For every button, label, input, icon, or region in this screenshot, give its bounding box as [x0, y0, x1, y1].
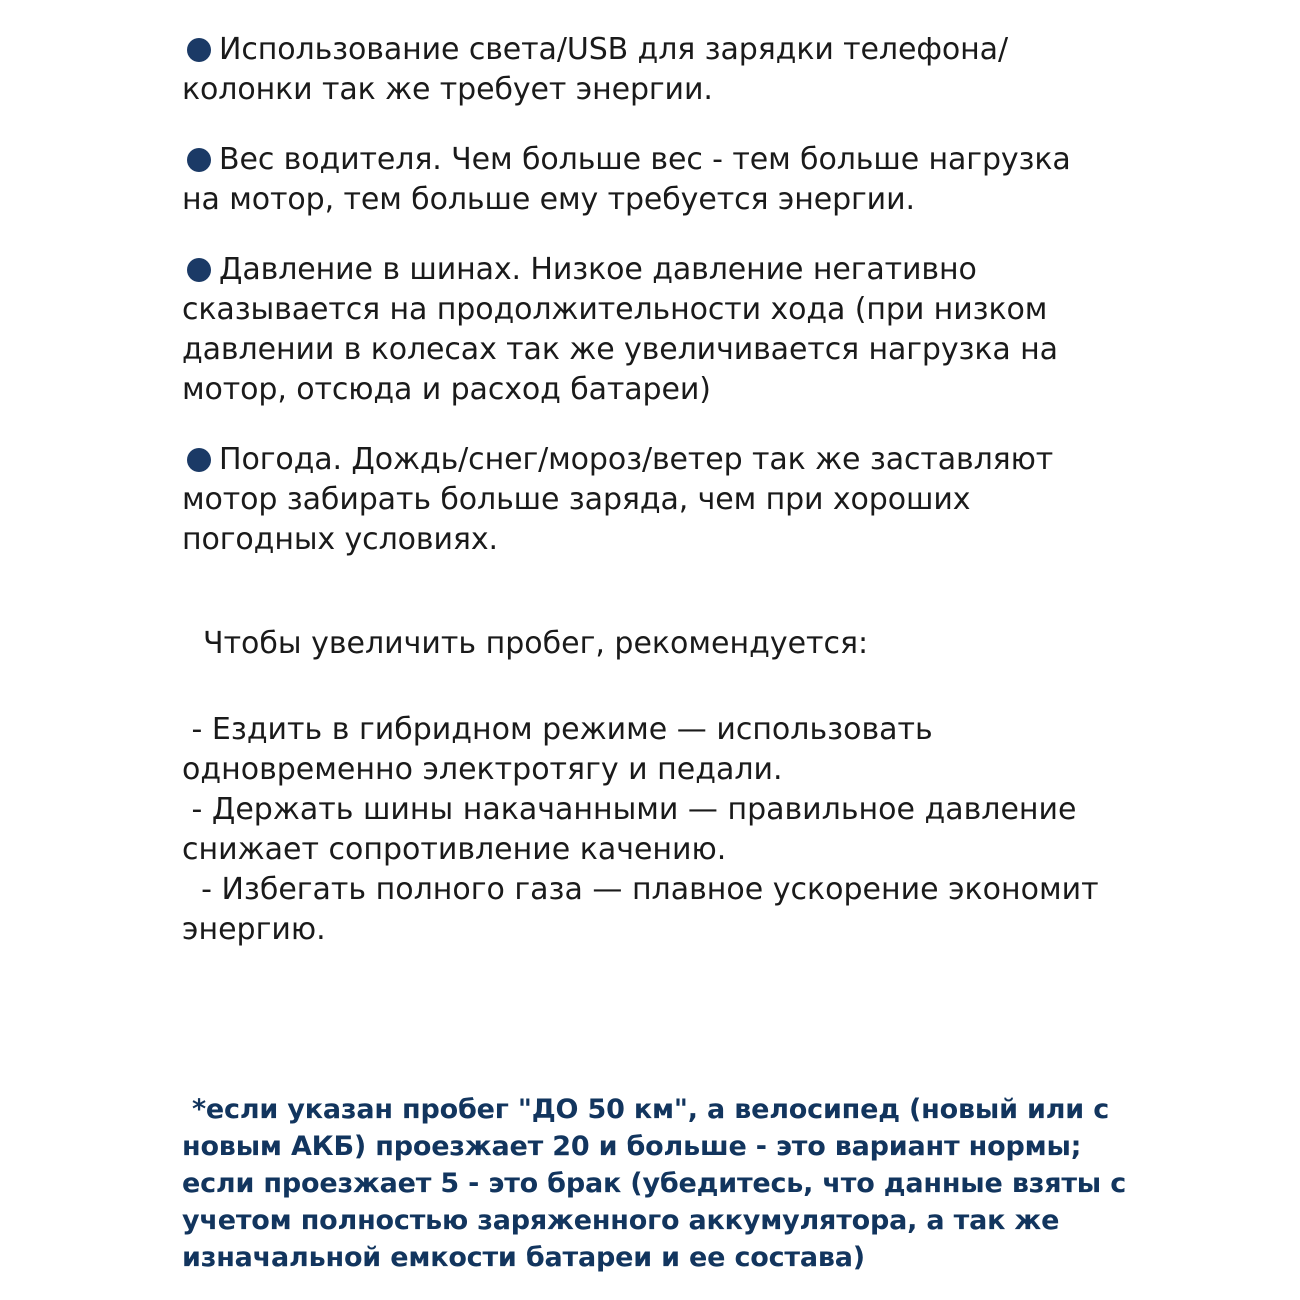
list-item-label: Давление в шинах. Низкое давление негативно сказывается на продолжительности хода (при низком давлении в колесах так же увеличивается нагрузка на мотор, отсюда и расход батареи) [182, 252, 1058, 407]
recommendations-list [182, 710, 1112, 950]
battery-drain-factors-list [182, 30, 1107, 560]
recommendations-heading: Чтобы увеличить пробег, рекомендуется: [203, 626, 869, 661]
bullet-dot-icon [187, 448, 211, 472]
bullet-dot-icon [187, 258, 211, 282]
footnote-note: *если указан пробег "ДО 50 км", а велосипед (новый или с новым АКБ) проезжает 20 и больше - это вариант нормы; если проезжает 5 - это брак (убедитесь, что данные взяты с учетом полностью заряженного аккумулятора, а так же изначальной емкости батареи и ее состава) [182, 1094, 1136, 1273]
recommendation-item: - Держать шины накачанными — правильное давление снижает сопротивление качению. [182, 792, 1087, 867]
list-item-label: Использование света/USB для зарядки телефона/колонки так же требует энергии. [182, 32, 1008, 107]
list-item-label: Вес водителя. Чем больше вес - тем больше нагрузка на мотор, тем больше ему требуется энергии. [182, 142, 1071, 217]
list-item-label: Погода. Дождь/снег/мороз/ветер так же заставляют мотор забирать больше заряда, чем при хороших погодных условиях. [182, 442, 1054, 557]
recommendations-section [182, 624, 1112, 950]
list-item [182, 440, 1107, 560]
list-item [182, 30, 1107, 110]
list-item [182, 140, 1107, 220]
bullet-dot-icon [187, 148, 211, 172]
recommendation-item: - Ездить в гибридном режиме — использовать одновременно электротягу и педали. [182, 712, 943, 787]
list-item [182, 250, 1107, 410]
bullet-dot-icon [187, 38, 211, 62]
recommendation-item: - Избегать полного газа — плавное ускорение экономит энергию. [182, 872, 1109, 947]
